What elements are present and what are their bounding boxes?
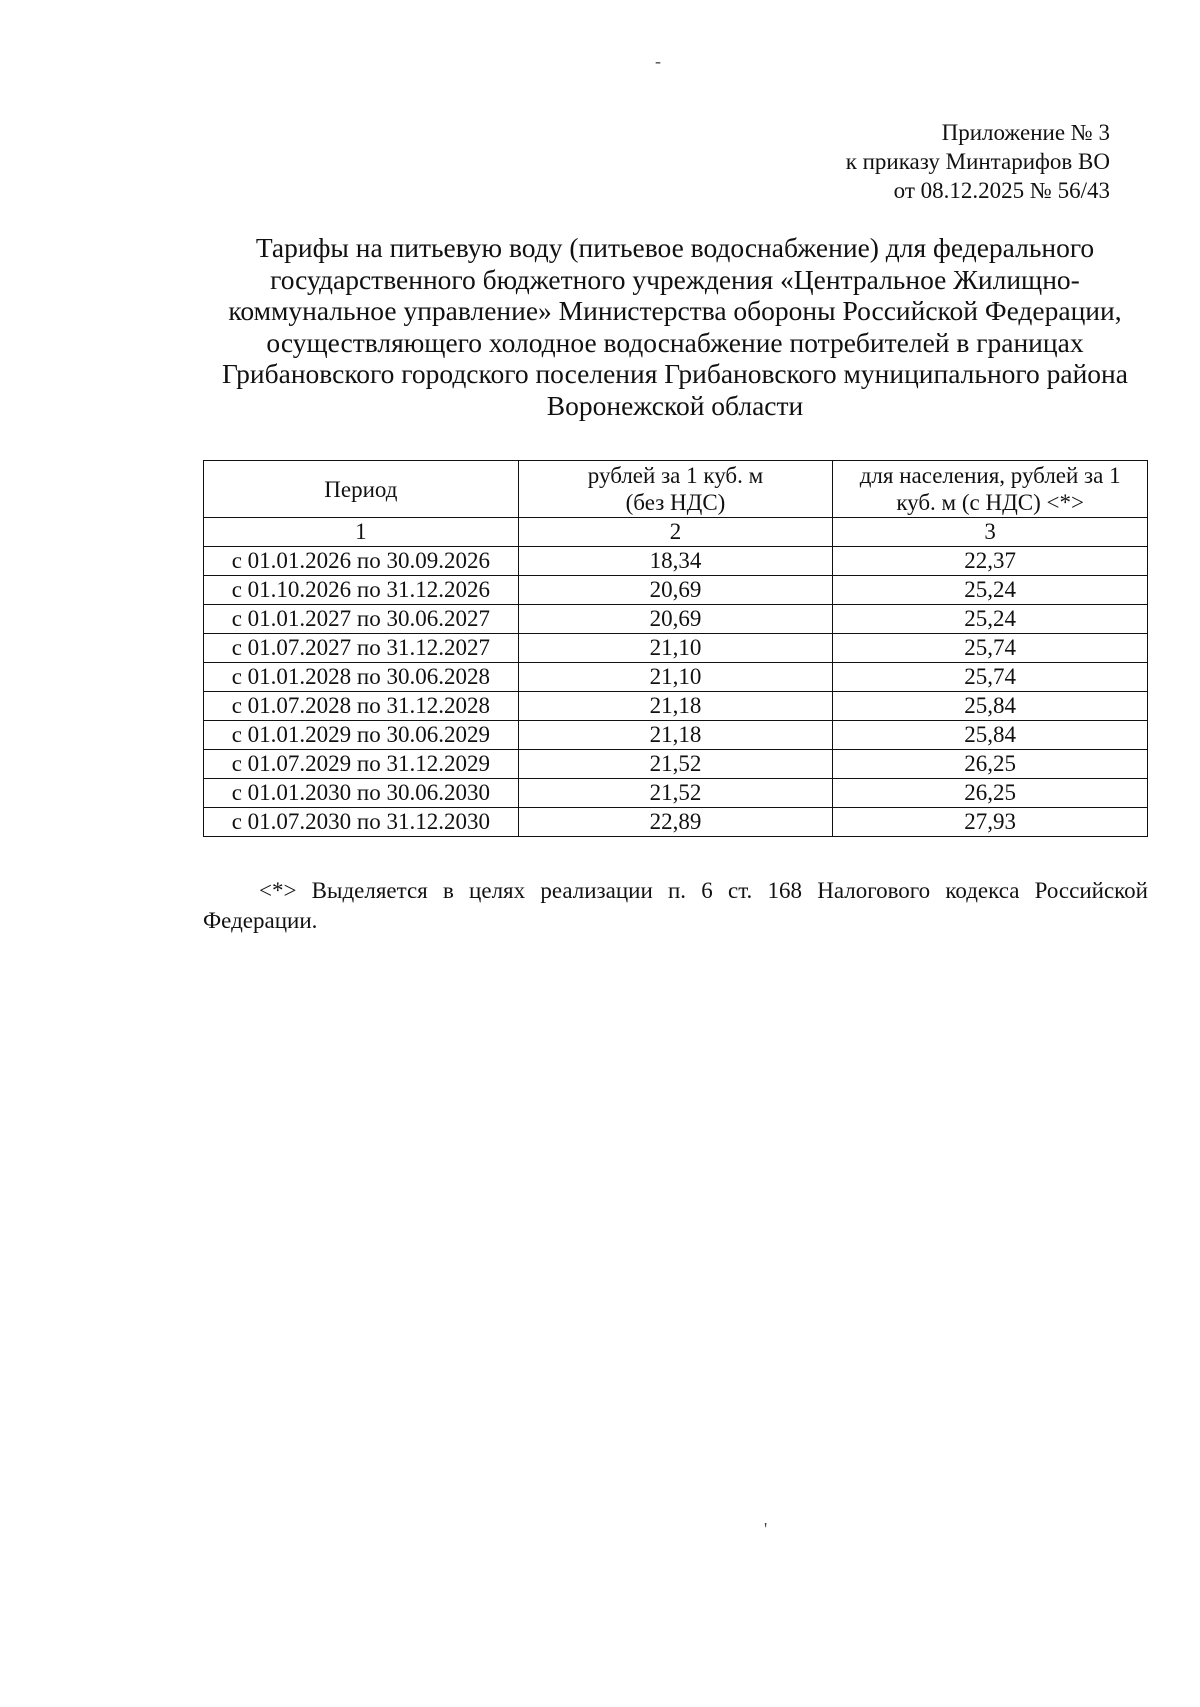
table-row [204,663,1148,692]
table-row [204,808,1148,837]
cell-price-no-vat: 20,69 [518,605,833,634]
appendix-number: Приложение № 3 [941,120,1110,145]
cell-price-with-vat: 27,93 [833,808,1148,837]
appendix-order-date: от 08.12.2025 № 56/43 [893,178,1110,203]
cell-price-no-vat: 20,69 [518,576,833,605]
cell-price-with-vat: 25,84 [833,721,1148,750]
scan-mark-top: - [655,51,661,71]
title-line: Тарифы на питьевую воду (питьевое водоснабжение) для федерального [255,232,1095,263]
cell-period: с 01.07.2027 по 31.12.2027 [204,634,519,663]
cell-price-with-vat: 25,24 [833,605,1148,634]
cell-price-with-vat: 25,74 [833,634,1148,663]
appendix-reference [846,118,1110,205]
title-line: Грибановского городского поселения Грибановского муниципального района [222,358,1128,389]
cell-price-no-vat: 21,52 [518,779,833,808]
header-price-with-vat-line: для населения, рублей за 1 [859,463,1121,488]
cell-period: с 01.01.2028 по 30.06.2028 [204,663,519,692]
cell-period: с 01.07.2030 по 31.12.2030 [204,808,519,837]
cell-price-no-vat: 21,18 [518,692,833,721]
cell-price-no-vat: 21,10 [518,663,833,692]
cell-price-with-vat: 22,37 [833,547,1148,576]
cell-period: с 01.10.2026 по 31.12.2026 [204,576,519,605]
table-row [204,634,1148,663]
table-row [204,605,1148,634]
cell-period: с 01.07.2029 по 31.12.2029 [204,750,519,779]
table-header-row [204,461,1148,518]
header-price-no-vat-line: рублей за 1 куб. м [587,463,764,488]
cell-price-with-vat: 26,25 [833,750,1148,779]
table-row [204,750,1148,779]
cell-period: с 01.01.2026 по 30.09.2026 [204,547,519,576]
header-price-no-vat [518,461,833,518]
document-title [190,232,1160,421]
header-period: Период [204,461,519,518]
cell-price-with-vat: 25,24 [833,576,1148,605]
title-line: государственного бюджетного учреждения «Центральное Жилищно- [270,263,1080,295]
column-number: 3 [833,518,1148,547]
cell-price-no-vat: 21,10 [518,634,833,663]
table-row [204,779,1148,808]
title-line: Воронежской области [546,389,804,421]
column-number: 2 [518,518,833,547]
cell-price-with-vat: 26,25 [833,779,1148,808]
column-number: 1 [204,518,519,547]
cell-price-with-vat: 25,74 [833,663,1148,692]
header-price-no-vat-line: (без НДС) [625,490,726,515]
cell-price-no-vat: 21,52 [518,750,833,779]
header-price-with-vat [833,461,1148,518]
cell-price-no-vat: 22,89 [518,808,833,837]
cell-price-no-vat: 21,18 [518,721,833,750]
title-line: осуществляющего холодное водоснабжение потребителей в границах [266,326,1084,358]
cell-price-with-vat: 25,84 [833,692,1148,721]
cell-price-no-vat: 18,34 [518,547,833,576]
table-row [204,721,1148,750]
scan-mark-bottom: ' [764,1519,768,1539]
table-row [204,576,1148,605]
column-number-row [204,518,1148,547]
cell-period: с 01.01.2027 по 30.06.2027 [204,605,519,634]
title-line: коммунальное управление» Министерства обороны Российской Федерации, [228,295,1122,326]
header-price-with-vat-line: куб. м (с НДС) <*> [896,490,1084,515]
appendix-order: к приказу Минтарифов ВО [845,149,1110,174]
table-row [204,547,1148,576]
cell-period: с 01.07.2028 по 31.12.2028 [204,692,519,721]
table-row [204,692,1148,721]
footnote: <*> Выделяется в целях реализации п. 6 ст. 168 Налогового кодекса Российской Федерации. [203,878,1148,933]
cell-period: с 01.01.2030 по 30.06.2030 [204,779,519,808]
tariff-table [203,460,1148,837]
cell-period: с 01.01.2029 по 30.06.2029 [204,721,519,750]
